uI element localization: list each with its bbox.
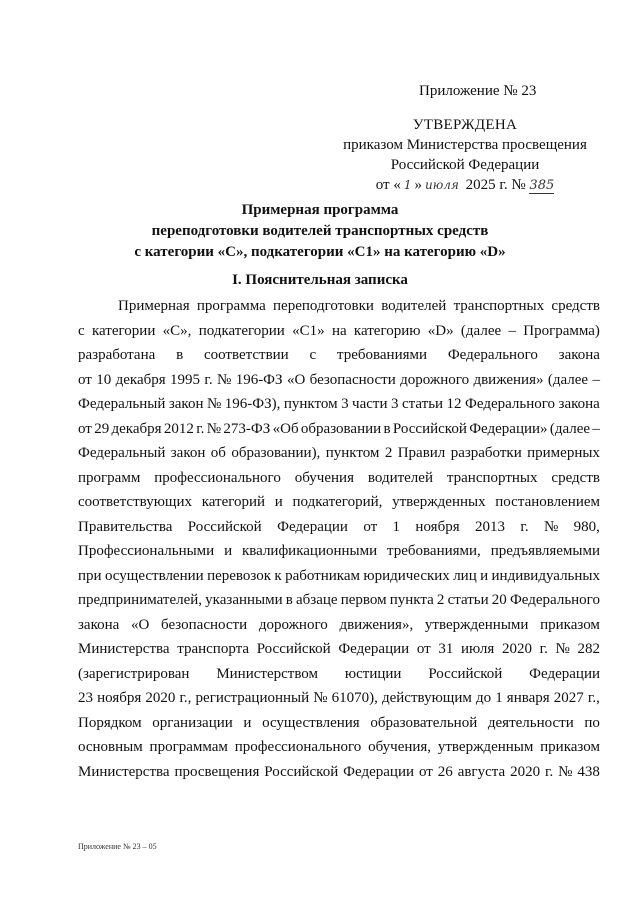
handwritten-day: 1 bbox=[403, 178, 412, 192]
body-line: Правительства Российской Федерации от 1 ноября 2013 г. № 980, bbox=[78, 518, 600, 535]
body-line: Порядком организации и осуществления образовательной деятельности по bbox=[78, 714, 600, 731]
program-title bbox=[80, 200, 560, 263]
handwritten-month: июля bbox=[425, 178, 459, 192]
body-line: от 29 декабря 2012 г. № 273-ФЗ «Об образовании в Российской Федерации» (далее – bbox=[78, 420, 600, 437]
date-mid: » bbox=[414, 177, 422, 193]
body-line: 23 ноября 2020 г., регистрационный № 61070), действующим до 1 января 2027 г., bbox=[78, 690, 600, 706]
body-line: Федеральный закон об образовании), пунктом 2 Правил разработки примерных bbox=[78, 445, 600, 461]
body-line: Профессиональными и квалификационными требованиями, предъявляемыми bbox=[78, 543, 600, 559]
body-line: (зарегистрирован Министерством юстиции Российской Федерации bbox=[78, 665, 600, 682]
body-line: от 10 декабря 1995 г. № 196-ФЗ «О безопасности дорожного движения» (далее – bbox=[78, 371, 600, 388]
program-title-line-2: переподготовки водителей транспортных средств bbox=[151, 223, 489, 239]
body-line: Министерства просвещения Российской Федерации от 26 августа 2020 г. № 438 bbox=[78, 763, 600, 780]
handwritten-doc-number: 385 bbox=[529, 178, 555, 193]
approved-title: УТВЕРЖДЕНА bbox=[412, 117, 518, 133]
body-line: разработана в соответствии с требованиями Федерального закона bbox=[78, 347, 600, 363]
body-line: программ профессионального обучения водителей транспортных средств bbox=[78, 469, 600, 486]
program-title-line-3: с категории «С», подкатегории «С1» на категорию «D» bbox=[134, 244, 506, 260]
date-year: 2025 г. № bbox=[465, 177, 526, 193]
appendix-label: Приложение № 23 bbox=[419, 83, 537, 99]
body-line: предпринимателей, указанными в абзаце первом пункта 2 статьи 20 Федерального bbox=[78, 592, 600, 608]
body-line: соответствующих категорий и подкатегорий, утвержденных постановлением bbox=[78, 494, 600, 510]
approved-by-line: приказом Министерства просвещения bbox=[343, 137, 587, 153]
approved-by-line-2: Российской Федерации bbox=[390, 157, 540, 173]
body-line: с категории «С», подкатегории «С1» на категорию «D» (далее – Программа) bbox=[78, 322, 600, 339]
program-title-line-1: Примерная программа bbox=[241, 202, 399, 218]
approval-date-line bbox=[333, 175, 597, 196]
body-line: Министерства транспорта Российской Федерации от 31 июля 2020 г. № 282 bbox=[78, 641, 600, 657]
body-line: закона «О безопасности дорожного движения», утвержденными приказом bbox=[78, 616, 600, 633]
approval-block bbox=[333, 115, 597, 196]
date-prefix: от « bbox=[375, 177, 401, 193]
body-line: основным программам профессионального обучения, утвержденным приказом bbox=[78, 739, 600, 755]
section-heading: I. Пояснительная записка bbox=[232, 272, 408, 288]
page-footer: Приложение № 23 – 05 bbox=[78, 842, 157, 851]
body-line: Федеральный закон № 196-ФЗ), пунктом 3 части 3 статьи 12 Федерального закона bbox=[78, 396, 600, 412]
body-line: Примерная программа переподготовки водителей транспортных средств bbox=[118, 298, 600, 314]
explanatory-note-body bbox=[78, 294, 600, 784]
body-line: при осуществлении перевозок к работникам юридических лиц и индивидуальных bbox=[78, 567, 600, 584]
